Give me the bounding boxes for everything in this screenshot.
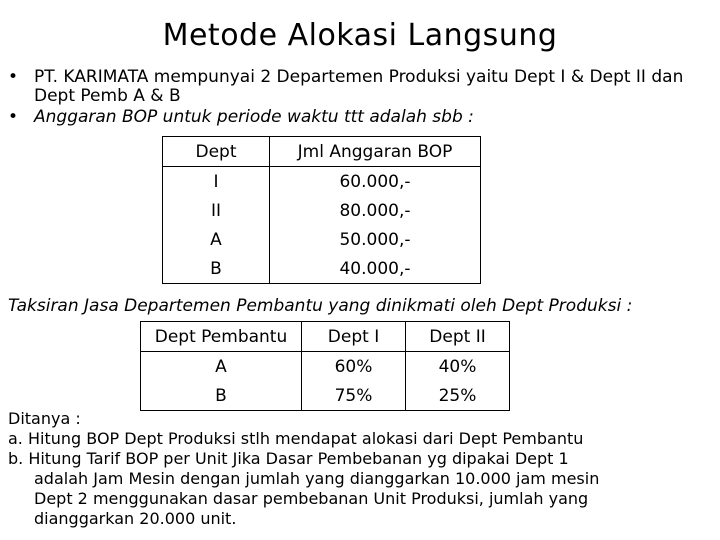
bullet-dot-icon: • xyxy=(8,67,19,87)
column-header: Dept I xyxy=(302,322,406,352)
table-cell: 25% xyxy=(406,381,510,411)
slide-title: Metode Alokasi Langsung xyxy=(162,18,558,53)
table-cell: 40.000,- xyxy=(270,254,481,284)
question-block xyxy=(8,409,708,529)
question-b-continued: adalah Jam Mesin dengan jumlah yang dianggarkan 10.000 jam mesin xyxy=(34,469,600,488)
column-header: Dept Pembantu xyxy=(141,322,302,352)
table-cell: 80.000,- xyxy=(270,196,481,225)
services-caption: Taksiran Jasa Departemen Pembantu yang dinikmati oleh Dept Produksi : xyxy=(8,296,633,316)
table-row xyxy=(163,225,481,254)
services-table xyxy=(140,321,510,411)
table-cell: A xyxy=(163,225,270,254)
question-heading: Ditanya : xyxy=(8,409,81,428)
table-cell: II xyxy=(163,196,270,225)
bullet-text: PT. KARIMATA mempunyai 2 Departemen Produksi yaitu Dept I & Dept II dan Dept Pemb A & B xyxy=(34,67,684,106)
table-cell: B xyxy=(141,381,302,411)
column-header: Dept II xyxy=(406,322,510,352)
question-b-continued: dianggarkan 20.000 unit. xyxy=(34,509,237,528)
column-header: Dept xyxy=(163,137,270,167)
bullet-item xyxy=(8,108,708,127)
budget-table xyxy=(162,136,481,284)
table-cell: I xyxy=(163,167,270,197)
table-row xyxy=(163,196,481,225)
bullet-dot-icon: • xyxy=(8,107,19,127)
question-b: b. Hitung Tarif BOP per Unit Jika Dasar Pembebanan yg dipakai Dept 1 xyxy=(8,449,569,468)
table-row xyxy=(141,381,510,411)
table-cell: 75% xyxy=(302,381,406,411)
bullet-list xyxy=(8,68,708,127)
bullet-text: Anggaran BOP untuk periode waktu ttt adalah sbb : xyxy=(34,107,474,127)
table-cell: B xyxy=(163,254,270,284)
table-header-row xyxy=(141,322,510,352)
table-cell: A xyxy=(141,352,302,382)
table-cell: 60.000,- xyxy=(270,167,481,197)
table-row xyxy=(163,167,481,197)
table-row xyxy=(141,352,510,382)
question-b-continued: Dept 2 menggunakan dasar pembebanan Unit Produksi, jumlah yang xyxy=(34,489,589,508)
column-header: Jml Anggaran BOP xyxy=(270,137,481,167)
table-cell: 60% xyxy=(302,352,406,382)
question-a: a. Hitung BOP Dept Produksi stlh mendapat alokasi dari Dept Pembantu xyxy=(8,429,584,448)
bullet-item xyxy=(8,68,708,106)
table-header-row xyxy=(163,137,481,167)
table-cell: 40% xyxy=(406,352,510,382)
table-cell: 50.000,- xyxy=(270,225,481,254)
table-row xyxy=(163,254,481,284)
